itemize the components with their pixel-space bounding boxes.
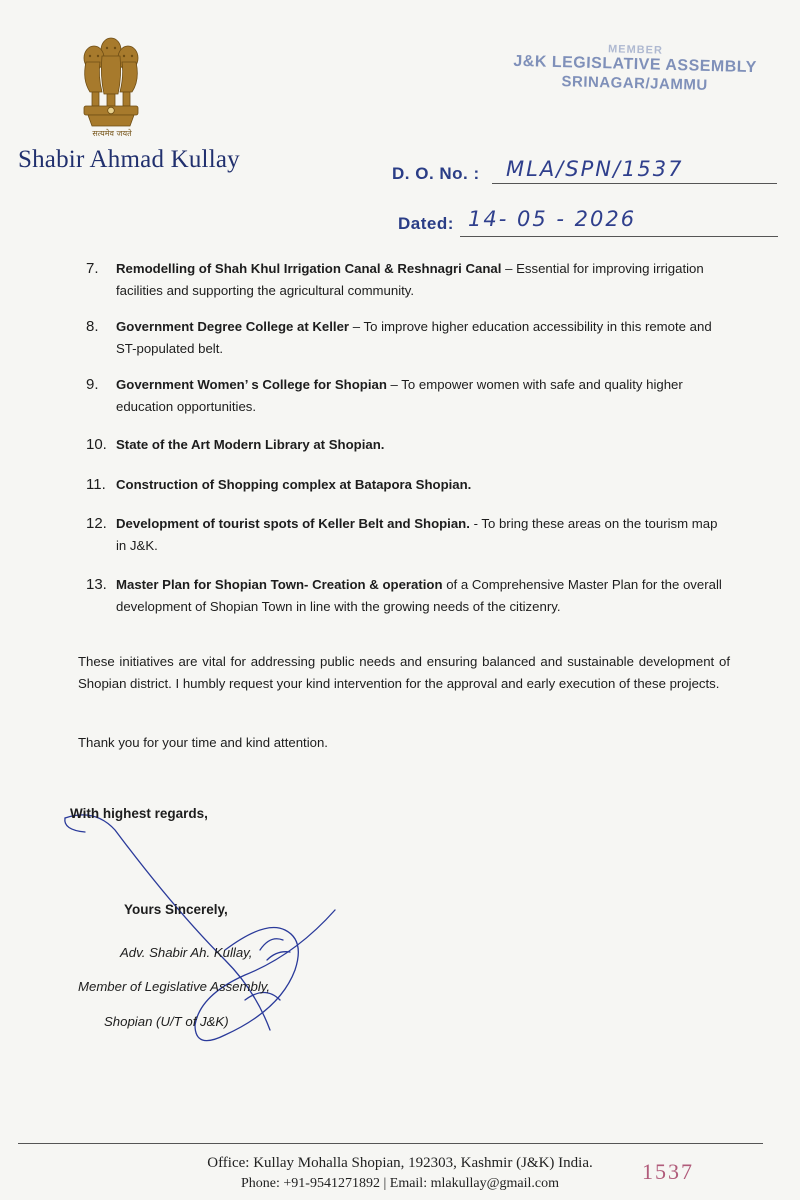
list-item-number: 9. xyxy=(86,376,99,393)
list-item-title: Development of tourist spots of Keller Belt and Shopian. xyxy=(116,516,470,531)
list-item-title: Master Plan for Shopian Town- Creation & operation xyxy=(116,577,443,592)
thanks-line: Thank you for your time and kind attention. xyxy=(78,735,328,750)
yours-sincerely: Yours Sincerely, xyxy=(124,902,228,917)
project-list xyxy=(86,258,731,618)
do-number-value: MLA/SPN/1537 xyxy=(506,157,684,181)
dated-label: Dated: xyxy=(398,214,454,233)
signatory-title: Member of Legislative Assembly, xyxy=(78,979,271,994)
stamp-line-3: SRINAGAR/JAMMU xyxy=(561,73,708,94)
letterhead-name: Shabir Ahmad Kullay xyxy=(18,146,240,173)
list-item-text: – Essential for improving irrigation facilities and supporting the agricultural community. xyxy=(116,261,704,298)
list-item-title: State of the Art Modern Library at Shopian. xyxy=(116,437,385,452)
list-item xyxy=(86,474,731,496)
footer-contact: Phone: +91-9541271892 | Email: mlakullay@gmail.com xyxy=(241,1176,559,1191)
footer-divider xyxy=(18,1143,763,1144)
official-stamp xyxy=(504,41,765,96)
emblem-motto: सत्यमेव जयते xyxy=(92,129,132,138)
list-item-number: 11. xyxy=(86,476,106,493)
list-item-text: – To empower women with safe and quality higher education opportunities. xyxy=(116,377,683,414)
signatory-name: Adv. Shabir Ah. Kullay, xyxy=(120,945,253,960)
list-item-number: 12. xyxy=(86,515,107,532)
list-item-title: Remodelling of Shah Khul Irrigation Canal & Reshnagri Canal xyxy=(116,261,502,276)
list-item-title: Government Women’ s College for Shopian xyxy=(116,377,387,392)
list-item xyxy=(86,513,731,557)
regards-line: With highest regards, xyxy=(70,806,208,821)
list-item-text: of a Comprehensive Master Plan for the overall development of Shopian Town in line with the growing needs of the citizenry. xyxy=(116,577,722,614)
list-item xyxy=(86,258,731,302)
signatory-place: Shopian (U/T of J&K) xyxy=(104,1014,229,1029)
list-item xyxy=(86,316,731,360)
list-item xyxy=(86,574,731,618)
dated-value: 14- 05 - 2026 xyxy=(468,207,637,231)
stamp-line-1: MEMBER xyxy=(607,43,664,57)
footer-office-address: Office: Kullay Mohalla Shopian, 192303, Kashmir (J&K) India. xyxy=(207,1155,593,1171)
list-item-number: 7. xyxy=(86,260,99,277)
list-item-text: – To improve higher education accessibility in this remote and ST-populated belt. xyxy=(116,319,712,356)
list-item-number: 10. xyxy=(86,436,107,453)
page-number-stamp: 1537 xyxy=(642,1159,694,1184)
list-item-title: Government Degree College at Keller xyxy=(116,319,350,334)
stamp-line-2: J&K LEGISLATIVE ASSEMBLY xyxy=(513,52,757,77)
list-item xyxy=(86,374,731,418)
list-item-number: 13. xyxy=(86,576,107,593)
closing-paragraph: These initiatives are vital for addressing public needs and ensuring balanced and sustainable development of Shopian district. I humbly request your kind intervention for the approval and early execution of these projects. xyxy=(78,654,730,691)
list-item-title: Construction of Shopping complex at Batapora Shopian. xyxy=(116,477,472,492)
do-number-label: D. O. No. : xyxy=(392,164,480,183)
list-item xyxy=(86,434,731,456)
dated-underline xyxy=(460,236,778,237)
list-item-number: 8. xyxy=(86,318,99,335)
do-number-underline xyxy=(492,183,777,184)
list-item-text: - To bring these areas on the tourism map in J&K. xyxy=(116,516,718,553)
